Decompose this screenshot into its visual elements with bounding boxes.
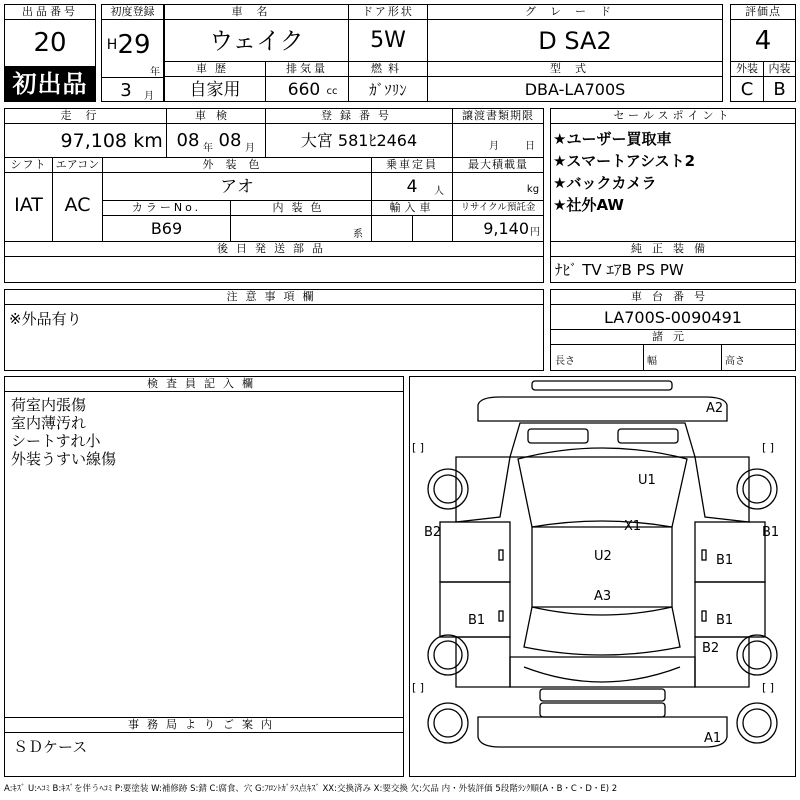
load-box <box>452 157 544 201</box>
era: H <box>106 37 118 53</box>
fuel-label: 燃料 <box>348 61 428 77</box>
import-box <box>371 200 453 242</box>
caution-box <box>4 289 544 371</box>
transfer-label: 譲渡書類期限 <box>452 108 544 124</box>
mileage-unit: km <box>133 130 163 152</box>
grade: D SA2 <box>538 27 612 55</box>
load-label: 最大積載量 <box>452 157 544 173</box>
damage-b1-left: B1 <box>468 613 486 628</box>
bracket-bottom-right: [ ] <box>762 681 775 694</box>
plate-box <box>265 108 453 158</box>
car-outline <box>410 377 795 776</box>
model-box <box>427 61 723 102</box>
damage-b1-right-side: B1 <box>762 525 780 540</box>
color-no: B69 <box>150 219 183 238</box>
capacity-label: 乗車定員 <box>371 157 453 173</box>
damage-b1-right-upper: B1 <box>716 553 734 568</box>
score-label: 評価点 <box>730 4 796 20</box>
caution: ※外品有り <box>9 310 82 328</box>
caution-label: 注意事項欄 <box>4 289 544 305</box>
import-label: 輸入車 <box>371 200 453 216</box>
damage-b2-left: B2 <box>424 525 442 540</box>
first-listing-badge: 初出品 <box>4 66 96 102</box>
color-no-label: カラーNo. <box>102 200 231 216</box>
year-unit: 年 <box>150 67 160 78</box>
height-label: 高さ <box>725 356 745 367</box>
bracket-top-right: [ ] <box>762 441 775 454</box>
ac-box <box>52 157 103 242</box>
equipment-label: 純正装備 <box>550 241 796 257</box>
damage-b2-right: B2 <box>702 641 720 656</box>
lot-number: 20 <box>33 28 67 58</box>
length-label: 長さ <box>555 356 575 367</box>
car-name: ウェイク <box>209 27 304 55</box>
first-registration-box <box>101 4 164 102</box>
history-label: 車歴 <box>164 61 266 77</box>
transfer-box <box>452 108 544 158</box>
sales-points-list <box>553 128 791 216</box>
inspector-note: 外装うすい線傷 <box>11 450 117 468</box>
history-box <box>164 61 266 102</box>
fuel: ｶﾞｿﾘﾝ <box>369 81 407 99</box>
office-box <box>4 717 404 777</box>
width-label: 幅 <box>647 356 657 367</box>
chassis-box <box>550 289 796 371</box>
inspector-label: 検査員記入欄 <box>4 376 404 392</box>
damage-diagram <box>409 376 796 777</box>
legend: A:ｷｽﾞ U:ﾍｺﾐ B:ｷｽﾞを伴うﾍｺﾐ P:要塗装 W:補修跡 S:錆 C:腐食、穴 G:ﾌﾛﾝﾄｶﾞﾗｽ点ｷｽﾞ XX:交換済み X:要交換 欠:欠品 内・外装評価 5段階ﾗﾝｸ順(A・B・C・D・E) 2 <box>4 784 618 794</box>
inspector-note: シートすれ小 <box>11 432 101 450</box>
int-color-unit: 系 <box>353 229 363 240</box>
shift-box <box>4 157 53 242</box>
inspection-month: 08 <box>218 130 242 151</box>
plate-label: 登録番号 <box>265 108 453 124</box>
inspection-year-unit: 年 <box>203 143 213 154</box>
displacement-unit: cc <box>326 86 338 97</box>
damage-a2-top: A2 <box>706 401 724 416</box>
int-color-box <box>230 200 372 242</box>
recycle: 9,140 <box>483 219 529 238</box>
bracket-top-left: [ ] <box>412 441 425 454</box>
recycle-unit: 円 <box>530 227 540 238</box>
first-reg-label: 初度登録 <box>101 4 164 20</box>
grade-label: グレード <box>427 4 723 20</box>
capacity-unit: 人 <box>434 186 444 197</box>
office-text: ＳＤケース <box>13 738 88 756</box>
sales-point-item: ★バックカメラ <box>553 174 657 192</box>
plate: 大宮 581ﾋ2464 <box>300 131 418 150</box>
damage-u1: U1 <box>638 473 656 488</box>
exterior-grade: C <box>740 79 754 100</box>
month-unit: 月 <box>144 91 154 102</box>
recycle-box <box>452 200 544 242</box>
score: 4 <box>754 26 772 56</box>
mileage: 97,108 <box>60 130 127 152</box>
displacement: 660 <box>287 80 321 100</box>
chassis-label: 車台番号 <box>550 289 796 305</box>
car-name-label: 車名 <box>164 4 349 20</box>
history: 自家用 <box>189 80 241 100</box>
mileage-label: 走行 <box>4 108 167 124</box>
ext-color-box <box>102 157 372 201</box>
damage-b1-right-lower: B1 <box>716 613 734 628</box>
interior-grade-box <box>763 61 796 102</box>
sales-points-box <box>550 108 796 242</box>
inspector-box <box>4 376 404 718</box>
displacement-box <box>265 61 349 102</box>
shift-label: シフト <box>4 157 53 173</box>
inspection-year: 08 <box>176 130 200 151</box>
sales-point-item: ★スマートアシスト2 <box>553 152 696 170</box>
inspection-box <box>166 108 266 158</box>
inspection-label: 車検 <box>166 108 266 124</box>
later-parts-box <box>4 241 544 283</box>
equipment: ﾅﾋﾞ TV ｴｱB PS PW <box>555 261 684 279</box>
office-label: 事務局よりご案内 <box>4 717 404 733</box>
month: 3 <box>120 80 132 101</box>
mileage-box <box>4 108 167 158</box>
door: 5W <box>370 28 406 53</box>
damage-a1: A1 <box>704 731 722 746</box>
capacity: 4 <box>406 177 418 197</box>
later-parts-label: 後日発送部品 <box>4 241 544 257</box>
model-label: 型式 <box>427 61 723 77</box>
damage-x1: X1 <box>624 519 642 534</box>
interior-label: 内装 <box>763 61 796 77</box>
inspector-note: 荷室内張傷 <box>11 396 87 414</box>
chassis: LA700S-0090491 <box>604 308 742 327</box>
door-box <box>348 4 428 62</box>
sales-point-item: ★社外AW <box>553 196 624 214</box>
inspector-notes <box>11 396 391 468</box>
transfer-day-unit: 日 <box>525 141 535 152</box>
sales-point-item: ★ユーザー買取車 <box>553 130 672 148</box>
fuel-box <box>348 61 428 102</box>
lot-label: 出品番号 <box>4 4 96 20</box>
equipment-box <box>550 241 796 283</box>
damage-a3: A3 <box>594 589 612 604</box>
exterior-label: 外装 <box>730 61 764 77</box>
transfer-month-unit: 月 <box>489 141 499 152</box>
lot-box <box>4 4 96 68</box>
exterior-grade-box <box>730 61 764 102</box>
sales-points-label: セールスポイント <box>550 108 796 124</box>
score-box <box>730 4 796 62</box>
inspector-note: 室内薄汚れ <box>11 414 87 432</box>
damage-u2: U2 <box>594 549 612 564</box>
interior-grade: B <box>773 79 786 100</box>
capacity-box <box>371 157 453 201</box>
color-no-box <box>102 200 231 242</box>
ext-color: アオ <box>220 177 254 197</box>
displacement-label: 排気量 <box>265 61 349 77</box>
model: DBA-LA700S <box>524 80 626 99</box>
shift: IAT <box>14 194 43 216</box>
recycle-label: リサイクル預託金 <box>452 200 544 216</box>
specs-label: 諸元 <box>550 329 796 345</box>
door-label: ドア形状 <box>348 4 428 20</box>
grade-box <box>427 4 723 62</box>
ext-color-label: 外装色 <box>102 157 372 173</box>
inspection-month-unit: 月 <box>245 143 255 154</box>
car-name-box <box>164 4 349 62</box>
ac: AC <box>64 194 91 216</box>
ac-label: エアコン <box>52 157 103 173</box>
int-color-label: 内装色 <box>230 200 372 216</box>
bracket-bottom-left: [ ] <box>412 681 425 694</box>
year: 29 <box>117 30 151 60</box>
load-unit: kg <box>526 184 540 195</box>
